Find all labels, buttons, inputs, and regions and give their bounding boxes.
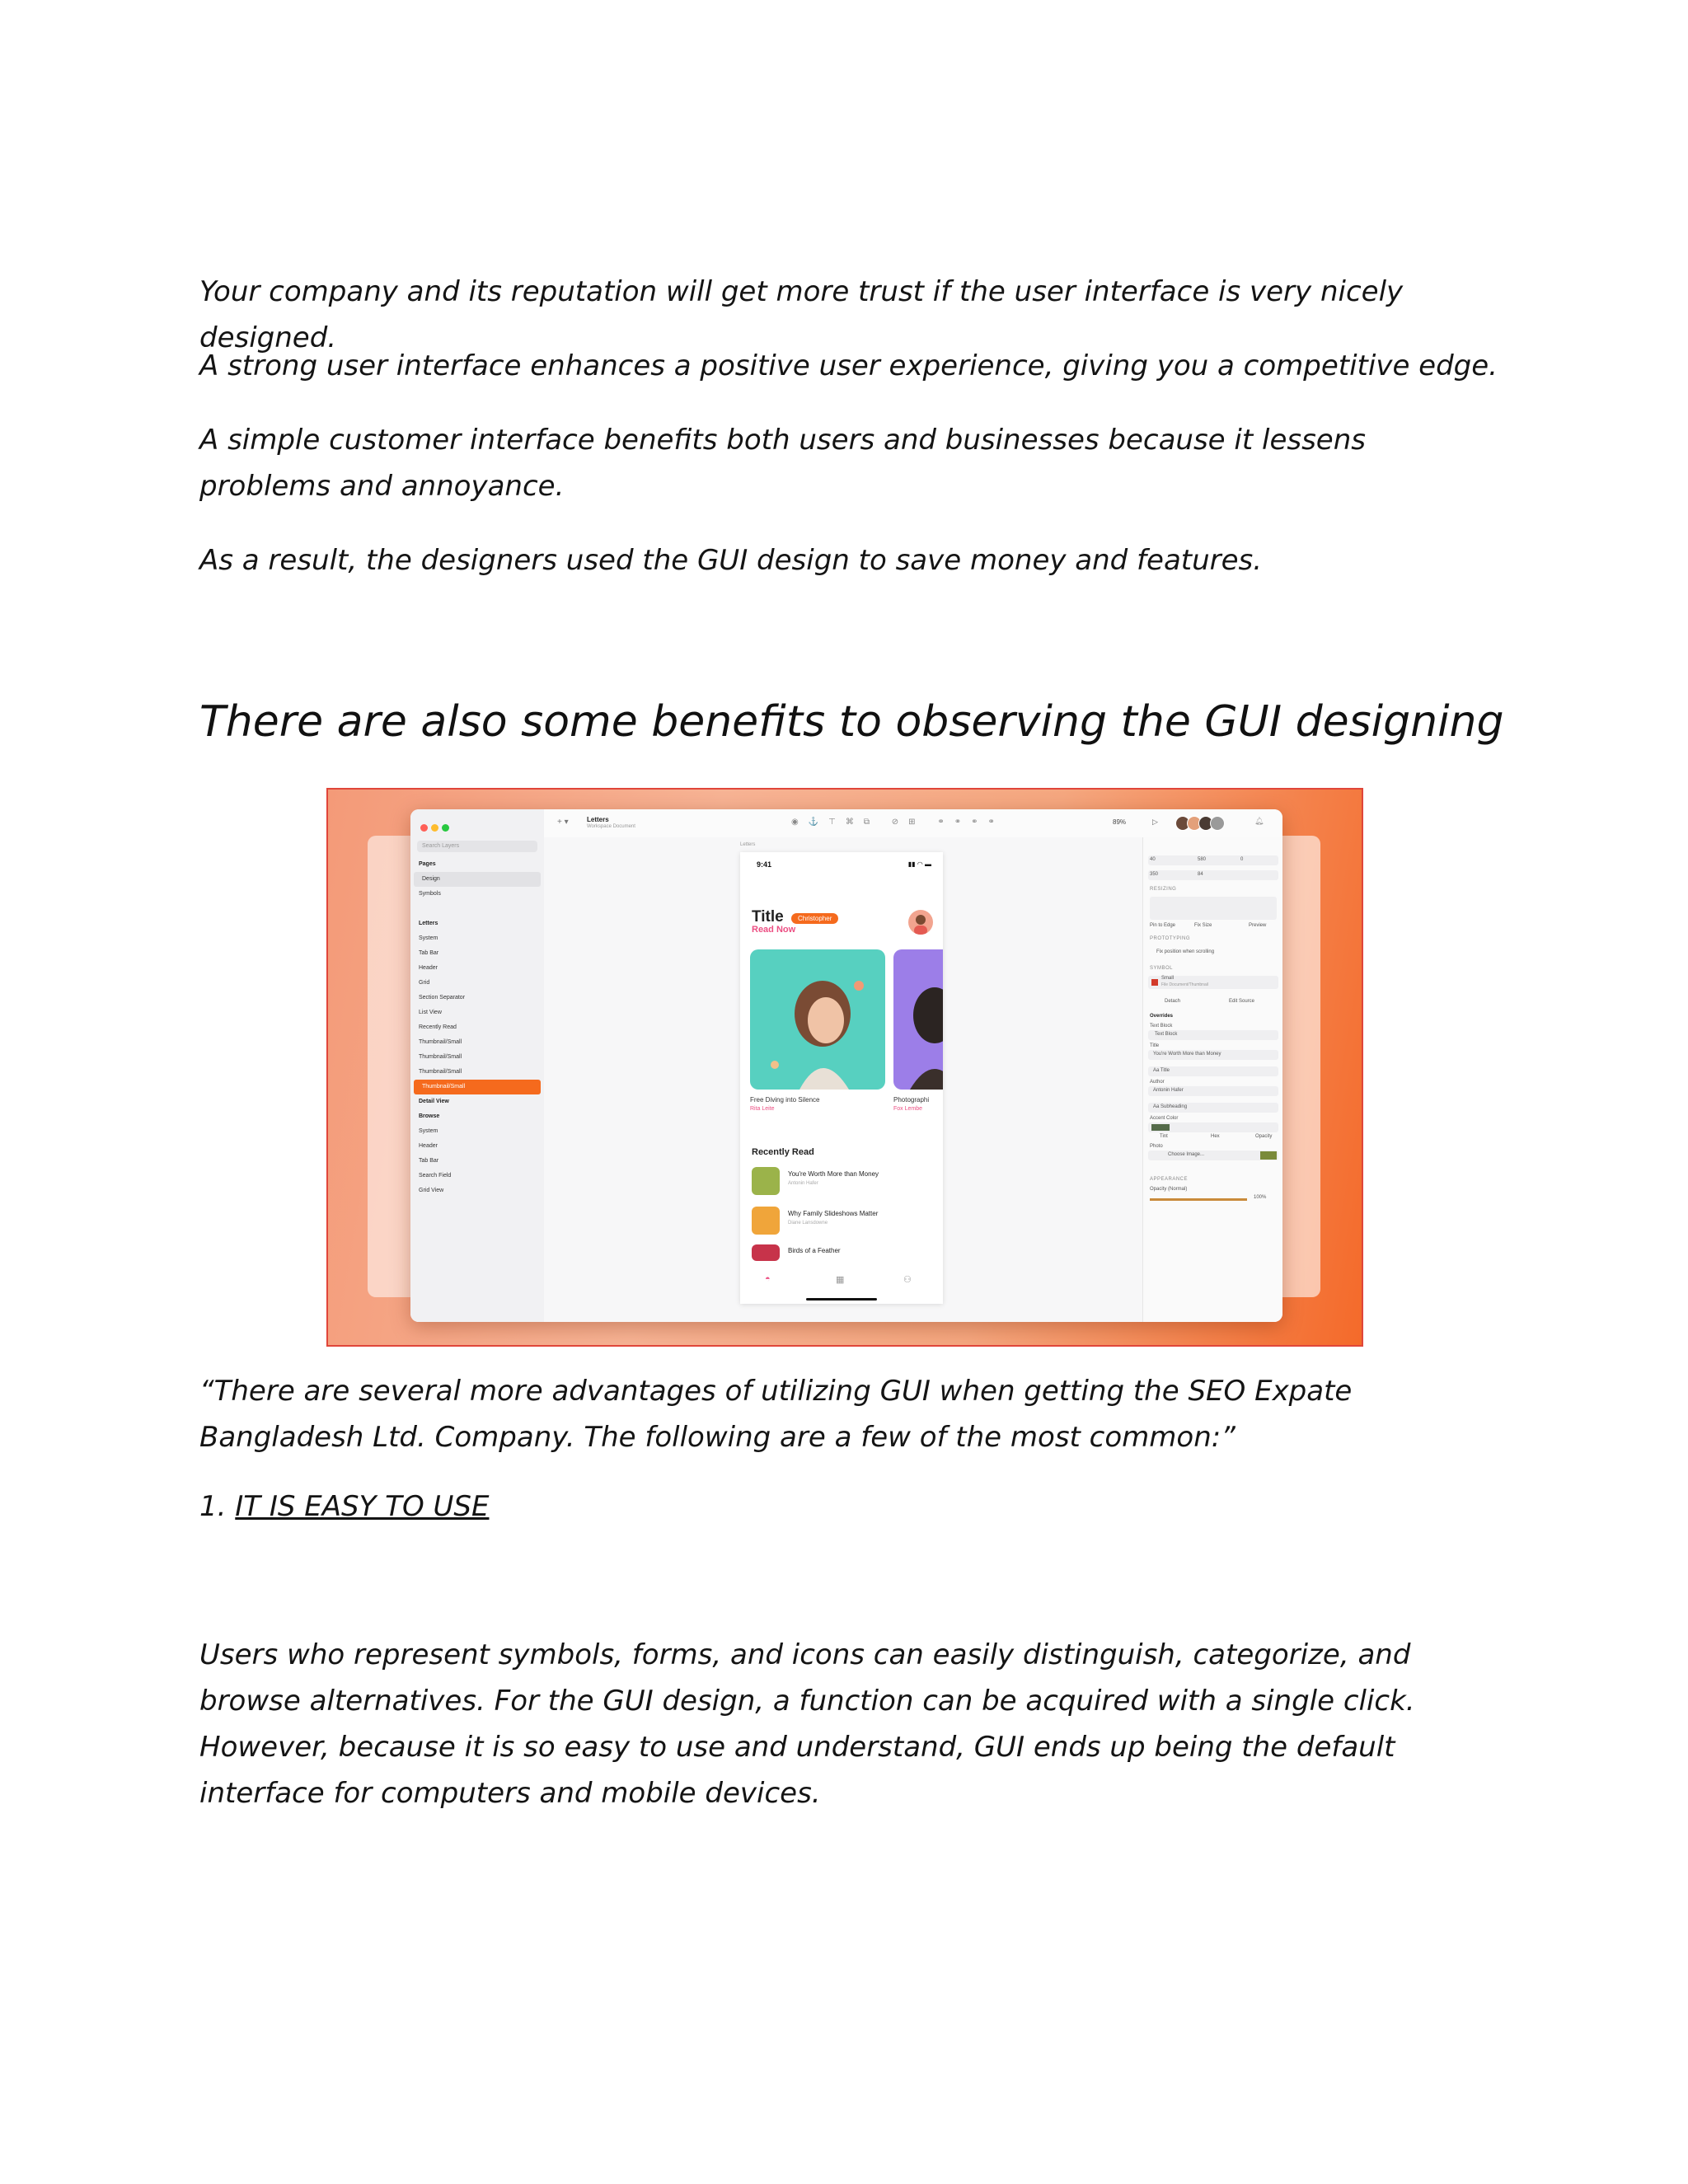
layer-item[interactable]: Tab Bar [419,950,439,956]
symbol-heading: SYMBOL [1150,966,1174,971]
overrides-heading: Overrides [1150,1014,1174,1019]
list-item-thumbnail [752,1207,780,1235]
layer-item[interactable]: Thumbnail/Small [419,1069,462,1075]
symbol-name: Small [1161,976,1175,981]
people-tab-icon[interactable]: ⚇ [903,1275,912,1285]
layer-item[interactable]: Recently Read [419,1024,457,1030]
bell-icon[interactable]: 🔔︎ [1254,817,1264,825]
choose-image-label: Choose Image... [1168,1152,1205,1157]
inspector-panel [1142,837,1282,1322]
text-block-select[interactable] [1148,1030,1278,1040]
layer-item[interactable]: Symbols [419,891,441,897]
collaborator-avatars [1179,816,1225,835]
portrait-illustration [893,949,943,1090]
hex-label: Hex [1211,1134,1220,1139]
x-value: 350 [1150,872,1159,877]
author-value: Antonin Hafer [1153,1088,1184,1093]
symbol-path: File Document/Thumbnail [1161,982,1208,987]
read-now-label: Read Now [752,925,796,935]
list-item-author: Diane Lansdowne [788,1221,828,1226]
opacity-value[interactable]: 100% [1254,1195,1267,1200]
profile-avatar[interactable] [908,910,933,935]
layer-item[interactable]: Header [419,1143,438,1149]
intro-paragraph-3: A simple customer interface benefits both users and businesses because it lessens problems and annoyance. [199,424,1366,503]
status-time: 9:41 [757,860,772,869]
intro-paragraph-4: As a result, the designers used the GUI design to save money and features. [199,544,1263,577]
close-window-icon[interactable] [420,824,428,832]
app-toolbar [544,809,1282,838]
list-title: IT IS EASY TO USE [235,1490,490,1523]
y-value: 84 [1198,872,1203,877]
list-item-thumbnail [752,1244,780,1261]
prototyping-heading: PROTOTYPING [1150,936,1191,941]
list-item-title[interactable]: Birds of a Feather [788,1247,841,1254]
section-heading: There are also some benefits to observing the GUI designing [199,697,1504,747]
layer-item[interactable]: List View [419,1010,442,1015]
appearance-heading: APPEARANCE [1150,1177,1189,1182]
phone-artboard[interactable] [740,852,943,1304]
subheading-style-value: Aa Subheading [1153,1104,1188,1109]
layers-search-input[interactable]: Search Layers [417,841,537,852]
accent-color-label: Accent Color [1150,1116,1179,1121]
fix-position-checkbox[interactable]: Fix position when scrolling [1156,949,1215,954]
width-value: 40 [1150,857,1156,862]
zoom-window-icon[interactable] [442,824,449,832]
design-canvas[interactable] [544,837,1142,1322]
position-fields[interactable] [1148,870,1278,880]
height-value: 580 [1198,857,1207,862]
symbol-selector[interactable] [1148,976,1278,989]
screen-title: Title [752,908,784,926]
collaborator-cursor-badge: Christopher [791,913,838,924]
profile-avatar-illustration [908,910,933,935]
layer-item[interactable]: Thumbnail/Small [419,1039,462,1045]
card-author: Fox Lembe [893,1106,923,1112]
card-title: Photographi [893,1096,930,1104]
minimize-window-icon[interactable] [431,824,438,832]
zoom-level[interactable]: 89% [1113,818,1127,826]
layer-item[interactable]: Header [419,965,438,971]
title-value: You're Worth More than Money [1153,1052,1221,1057]
body-paragraph: Users who represent symbols, forms, and icons can easily distinguish, categorize, and browse alternatives. For the GUI design, a function can be acquired with a single click. However, because it is so easy to use and understand, GUI ends up being the default interface for computers and mobile devices. [199,1638,1415,1810]
list-item-title[interactable]: Why Family Slideshows Matter [788,1210,879,1217]
title-label: Title [1150,1043,1160,1048]
list-item-thumbnail [752,1167,780,1195]
list-item-title[interactable]: You're Worth More than Money [788,1170,879,1178]
rotation-value: 0 [1240,857,1244,862]
resizing-heading: RESIZING [1150,887,1177,892]
author-label: Author [1150,1080,1165,1085]
accent-color-swatch [1151,1124,1170,1131]
document-title: Letters [587,816,609,823]
preview-label: Preview [1249,923,1267,928]
detach-button[interactable]: Detach [1165,999,1181,1004]
insert-plus-icon[interactable]: + ▾ [557,818,569,827]
status-icons: ▮▮ ◠ ▬ [907,860,931,868]
layer-item[interactable]: Tab Bar [419,1158,439,1164]
layer-group[interactable]: Letters [419,921,438,926]
pin-to-edge-label: Pin to Edge [1150,923,1176,928]
layer-item[interactable]: Thumbnail/Small [414,1080,541,1094]
layer-item[interactable]: System [419,935,438,941]
list-number: 1. [199,1490,236,1523]
text-block-value: Text Block [1155,1032,1178,1037]
home-tab-icon[interactable]: ◓ [765,1274,771,1284]
accent-color-field[interactable] [1148,1122,1278,1132]
layer-item[interactable]: Grid [419,980,430,986]
subheading-style-select[interactable] [1148,1103,1278,1113]
layer-group[interactable]: Pages [419,861,436,867]
layers-sidebar [410,809,545,1322]
card-author: Rita Leite [750,1106,775,1112]
layer-item[interactable]: Section Separator [419,995,466,1001]
toolbar-tool-icons[interactable]: ◉⚓⊤⌘⧉ ⊘⊞ ⚭⚭⚭⚭ [791,818,1005,827]
home-indicator [806,1298,877,1301]
layer-item[interactable]: Search Field [419,1173,452,1179]
layer-item[interactable] [410,902,544,916]
title-style-select[interactable] [1148,1066,1278,1076]
document-subtitle: Workspace Document [587,824,635,829]
phone-tab-bar [740,1271,943,1292]
fix-size-label: Fix Size [1194,923,1212,928]
second-book-card[interactable] [893,949,943,1090]
edit-source-button[interactable]: Edit Source [1229,999,1255,1004]
title-style-value: Aa Title [1153,1068,1170,1073]
layers-list [410,857,544,1198]
layer-item[interactable]: Design [414,872,541,887]
layer-group[interactable]: Detail View [419,1099,449,1104]
author-field[interactable] [1148,1086,1278,1096]
window-controls [420,821,452,836]
layer-item[interactable]: Grid View [419,1188,444,1193]
list-heading [199,1483,1502,1530]
photo-label: Photo [1150,1144,1163,1149]
photo-thumbnail [1260,1151,1277,1160]
opacity-short-label: Opacity [1255,1134,1273,1139]
layer-item[interactable]: Thumbnail/Small [419,1054,462,1060]
list-item-author: Antonin Hafer [788,1181,818,1186]
artboard-label: Letters [740,842,756,847]
opacity-label: Opacity (Normal) [1150,1187,1188,1192]
quote-paragraph: “There are several more advantages of utilizing GUI when getting the SEO Expate Bangladesh Ltd. Company. The following are a few of the most common:” [199,1375,1353,1454]
intro-paragraph-1: Your company and its reputation will get more trust if the user interface is very nicely designed. [199,275,1404,354]
text-block-label: Text Block [1150,1024,1173,1029]
opacity-slider[interactable] [1150,1198,1247,1201]
featured-book-card[interactable] [750,949,885,1090]
intro-paragraph-2: A strong user interface enhances a positive user experience, giving you a competitive edge. [199,349,1498,382]
design-app-window [410,809,1282,1322]
resizing-control[interactable] [1150,897,1277,920]
recently-read-heading: Recently Read [752,1147,814,1157]
tint-label: Tint [1160,1134,1168,1139]
layer-item[interactable]: System [419,1128,438,1134]
choose-image-button[interactable] [1148,1151,1278,1160]
title-field[interactable] [1148,1050,1278,1060]
layer-group[interactable]: Browse [419,1113,440,1119]
symbol-swatch [1151,979,1158,986]
grid-tab-icon[interactable]: ▦ [836,1275,845,1285]
collaborator-avatar [1210,816,1225,831]
size-fields[interactable] [1148,855,1278,865]
card-title: Free Diving into Silence [750,1096,820,1104]
portrait-illustration [750,949,885,1090]
play-icon[interactable]: ▷ [1152,818,1158,826]
gui-design-screenshot [326,788,1363,1347]
opacity-slider-fill [1150,1198,1247,1201]
